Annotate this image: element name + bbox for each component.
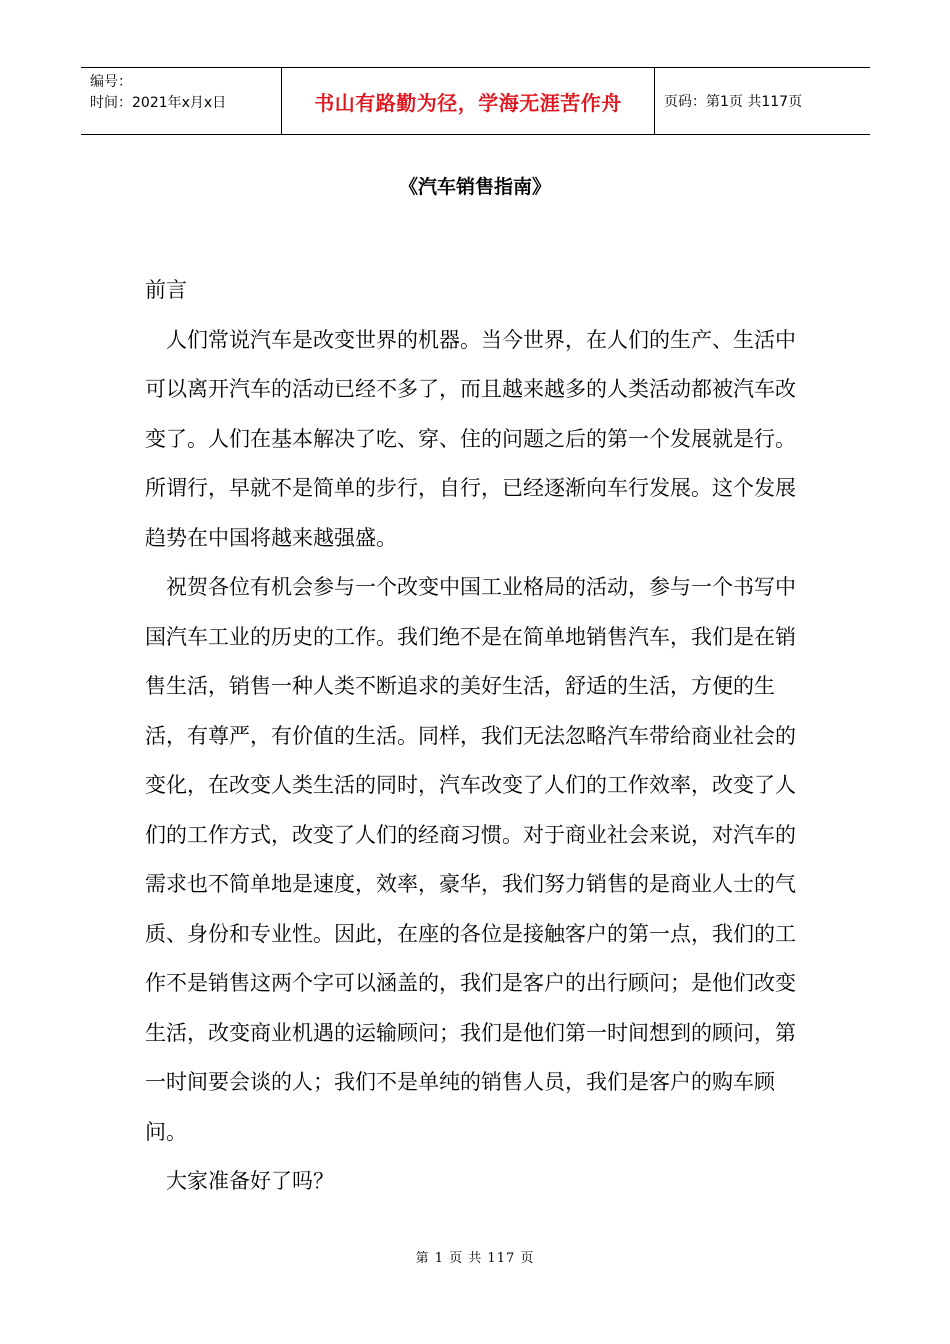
paragraph: 祝贺各位有机会参与一个改变中国工业格局的活动，参与一个书写中国汽车工业的历史的工作。我们绝不是在简单地销售汽车，我们是在销售生活，销售一种人类不断追求的美好生活，舒适的生活，方便的生活，有尊严，有价值的生活。同样，我们无法忽略汽车带给商业社会的变化，在改变人类生活的同时，汽车改变了人们的工作效率，改变了人们的工作方式，改变了人们的经商习惯。对于商业社会来说，对汽车的需求也不简单地是速度，效率，豪华，我们努力销售的是商业人士的气质、身份和专业性。因此，在座的各位是接触客户的第一点，我们的工作不是销售这两个字可以涵盖的，我们是客户的出行顾问；是他们改变生活，改变商业机遇的运输顾问；我们是他们第一时间想到的顾问，第一时间要会谈的人；我们不是单纯的销售人员，我们是客户的购车顾问。	[145, 575, 796, 1144]
paragraph: 人们常说汽车是改变世界的机器。当今世界，在人们的生产、生活中可以离开汽车的活动已经不多了，而且越来越多的人类活动都被汽车改变了。人们在基本解决了吃、穿、住的问题之后的第一个发展就是行。所谓行，早就不是简单的步行，自行，已经逐渐向车行发展。这个发展趋势在中国将越来越强盛。	[145, 327, 796, 550]
page-footer: 第 1 页 共 117 页	[415, 1251, 535, 1266]
page-info: 页码：第1页 共117页	[664, 94, 803, 110]
paragraph: 大家准备好了吗？	[166, 1169, 334, 1193]
time-label: 时间：2021年x月x日	[90, 95, 227, 111]
section-heading: 前言	[145, 278, 187, 302]
header-table	[81, 67, 870, 135]
document-body	[145, 266, 805, 1207]
document-title: 《汽车销售指南》	[398, 176, 551, 198]
header-meta	[81, 68, 282, 134]
motto: 书山有路勤为径，学海无涯苦作舟	[314, 90, 622, 115]
header-motto-cell	[282, 68, 655, 134]
header-page-cell	[655, 68, 870, 134]
number-label: 编号：	[90, 74, 132, 90]
